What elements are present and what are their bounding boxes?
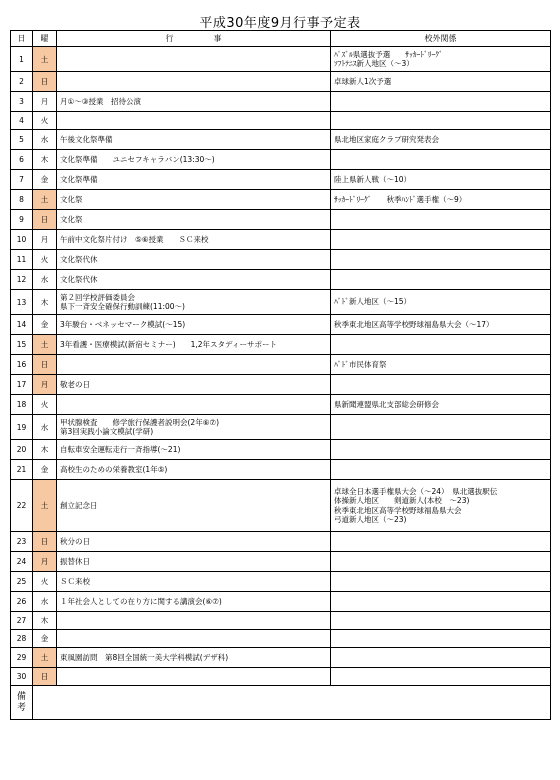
event-line: 秋分の日 [60, 536, 90, 546]
weekday: 土 [33, 480, 57, 532]
school-line: ﾊﾟｽﾞﾙ県選抜予選 ｻｯｶｰﾄﾞﾘｰｸﾞ [334, 49, 443, 59]
school-cell [331, 532, 551, 552]
schedule-row [11, 552, 551, 572]
day-number: 12 [11, 270, 33, 290]
day-number: 16 [11, 355, 33, 375]
day-number: 24 [11, 552, 33, 572]
events-cell [57, 648, 331, 668]
schedule-row [11, 250, 551, 270]
notes-cell [33, 686, 551, 720]
day-number: 13 [11, 290, 33, 315]
school-cell [331, 460, 551, 480]
day-number: 8 [11, 190, 33, 210]
school-cell [331, 315, 551, 335]
schedule-row [11, 150, 551, 170]
header-day: 日 [11, 31, 33, 47]
event-line: 文化祭代休 [60, 254, 98, 264]
events-cell [57, 668, 331, 686]
school-cell [331, 440, 551, 460]
events-cell [57, 130, 331, 150]
day-number: 27 [11, 612, 33, 630]
event-line: 午後文化祭準備 [60, 134, 113, 144]
events-cell [57, 92, 331, 112]
weekday: 木 [33, 440, 57, 460]
day-number: 4 [11, 112, 33, 130]
schedule-row [11, 572, 551, 592]
schedule-row [11, 532, 551, 552]
events-cell [57, 190, 331, 210]
event-line: 自転車安全運転走行一斉指導(～21) [60, 444, 181, 454]
event-line: 3年駿台・ベネッセマーク模試(～15) [60, 319, 186, 329]
events-cell [57, 72, 331, 92]
event-line: 午前中文化祭片付け ⑤⑥授業 ＳＣ来校 [60, 234, 209, 244]
weekday: 火 [33, 112, 57, 130]
day-number: 15 [11, 335, 33, 355]
weekday: 木 [33, 150, 57, 170]
schedule-row [11, 592, 551, 612]
schedule-row [11, 460, 551, 480]
weekday: 水 [33, 130, 57, 150]
schedule-row [11, 47, 551, 72]
schedule-row [11, 480, 551, 532]
school-line: ﾊﾞﾄﾞ新人地区（～15） [334, 297, 412, 307]
school-cell [331, 630, 551, 648]
events-cell [57, 270, 331, 290]
day-number: 21 [11, 460, 33, 480]
header-school: 校外関係 [331, 31, 551, 47]
schedule-row [11, 92, 551, 112]
day-number: 23 [11, 532, 33, 552]
school-cell [331, 47, 551, 72]
schedule-row [11, 230, 551, 250]
event-line: 東風園訪問 第8回全国統一美大学科模試(デザ科) [60, 652, 229, 662]
schedule-row [11, 668, 551, 686]
school-cell [331, 415, 551, 440]
school-cell [331, 335, 551, 355]
schedule-row [11, 170, 551, 190]
schedule-row [11, 415, 551, 440]
events-cell [57, 230, 331, 250]
page-title: 平成30年度9月行事予定表 [199, 16, 361, 31]
header-weekday: 曜 [33, 31, 57, 47]
events-cell [57, 552, 331, 572]
school-cell [331, 395, 551, 415]
weekday: 土 [33, 335, 57, 355]
school-cell [331, 250, 551, 270]
schedule-row [11, 355, 551, 375]
schedule-row [11, 270, 551, 290]
schedule-row [11, 630, 551, 648]
events-cell [57, 532, 331, 552]
event-line: 県下一斉安全確保行動訓練(11:00～) [60, 302, 185, 311]
notes-label-1: 備 [16, 691, 26, 702]
schedule-row [11, 130, 551, 150]
event-line: 文化祭準備 [60, 174, 98, 184]
header-row [11, 31, 551, 47]
weekday: 日 [33, 210, 57, 230]
event-line: 文化祭準備 ユニセフキャラバン(13:30～) [60, 154, 215, 164]
schedule-row [11, 375, 551, 395]
day-number: 14 [11, 315, 33, 335]
header-events: 行 事 [57, 31, 331, 47]
weekday: 月 [33, 375, 57, 395]
events-cell [57, 250, 331, 270]
events-cell [57, 112, 331, 130]
event-line: 文化祭 [60, 214, 83, 224]
schedule-rows [11, 47, 551, 686]
school-cell [331, 92, 551, 112]
weekday: 水 [33, 592, 57, 612]
weekday: 日 [33, 355, 57, 375]
day-number: 28 [11, 630, 33, 648]
event-line: 文化祭 [60, 194, 83, 204]
notes-label [11, 686, 33, 720]
weekday: 金 [33, 630, 57, 648]
events-cell [57, 612, 331, 630]
event-line: 甲状腺検査 修学旅行保護者説明会(2年⑥⑦) [60, 417, 220, 427]
weekday: 月 [33, 92, 57, 112]
school-cell [331, 170, 551, 190]
school-cell [331, 648, 551, 668]
school-cell [331, 112, 551, 130]
school-line: 卓球全日本選手権県大会（～24） 県北選抜駅伝 [334, 486, 498, 496]
event-line: ＳＣ来校 [60, 576, 90, 586]
school-line: 陸上県新人戦（～10） [334, 174, 412, 184]
school-cell [331, 572, 551, 592]
school-cell [331, 190, 551, 210]
weekday: 金 [33, 315, 57, 335]
events-cell [57, 170, 331, 190]
schedule-row [11, 315, 551, 335]
schedule-table [10, 30, 551, 720]
school-cell [331, 210, 551, 230]
school-line: 県北地区家庭クラブ研究発表会 [334, 134, 439, 144]
weekday: 水 [33, 270, 57, 290]
day-number: 18 [11, 395, 33, 415]
day-number: 30 [11, 668, 33, 686]
event-line: 第２回学校評価委員会 [60, 292, 135, 302]
day-number: 20 [11, 440, 33, 460]
events-cell [57, 415, 331, 440]
weekday: 土 [33, 47, 57, 72]
events-cell [57, 480, 331, 532]
weekday: 火 [33, 250, 57, 270]
school-cell [331, 668, 551, 686]
events-cell [57, 47, 331, 72]
day-number: 1 [11, 47, 33, 72]
day-number: 9 [11, 210, 33, 230]
schedule-row [11, 112, 551, 130]
event-line: 文化祭代休 [60, 274, 98, 284]
day-number: 17 [11, 375, 33, 395]
notes-label-2: 考 [16, 702, 26, 713]
school-line: ﾊﾞﾄﾞ市民体育祭 [334, 359, 387, 369]
day-number: 3 [11, 92, 33, 112]
events-cell [57, 375, 331, 395]
weekday: 金 [33, 170, 57, 190]
school-cell [331, 290, 551, 315]
school-cell [331, 552, 551, 572]
schedule-row [11, 648, 551, 668]
event-line: 3年看護・医療模試(新宿セミナー) 1,2年スタディーサポート [60, 339, 277, 349]
day-number: 7 [11, 170, 33, 190]
event-line: 創立記念日 [60, 500, 98, 510]
weekday: 月 [33, 552, 57, 572]
event-line: 第3回実践小論文模試(学研) [60, 427, 154, 436]
school-line: 弓道新人地区（～23) [334, 515, 407, 524]
weekday: 日 [33, 72, 57, 92]
day-number: 5 [11, 130, 33, 150]
schedule-row [11, 612, 551, 630]
schedule-row [11, 335, 551, 355]
schedule-row [11, 440, 551, 460]
event-line: 敬老の日 [60, 379, 90, 389]
weekday: 土 [33, 190, 57, 210]
notes-row [11, 686, 551, 720]
school-line: 県新聞連盟県北支部総会研修会 [334, 399, 439, 409]
day-number: 2 [11, 72, 33, 92]
day-number: 25 [11, 572, 33, 592]
day-number: 10 [11, 230, 33, 250]
weekday: 日 [33, 532, 57, 552]
day-number: 26 [11, 592, 33, 612]
school-line: ｿﾌﾄﾃﾆｽ新人地区（～3） [334, 59, 414, 68]
events-cell [57, 315, 331, 335]
events-cell [57, 440, 331, 460]
schedule-row [11, 190, 551, 210]
school-line: ｻｯｶｰﾄﾞﾘｰｸﾞ 秋季ﾊﾝﾄﾞ選手権（～9） [334, 194, 467, 204]
school-line: 秋季東北地区高等学校野球福島県大会 [334, 505, 462, 515]
school-cell [331, 592, 551, 612]
schedule-row [11, 210, 551, 230]
events-cell [57, 210, 331, 230]
events-cell [57, 290, 331, 315]
school-cell [331, 230, 551, 250]
events-cell [57, 395, 331, 415]
weekday: 火 [33, 395, 57, 415]
weekday: 木 [33, 612, 57, 630]
day-number: 11 [11, 250, 33, 270]
day-number: 6 [11, 150, 33, 170]
events-cell [57, 150, 331, 170]
event-line: １年社会人としての在り方に関する講演会(⑥⑦) [60, 596, 222, 606]
event-line: 月①～③授業 招待公演 [60, 96, 141, 106]
event-line: 振替休日 [60, 556, 90, 566]
school-cell [331, 375, 551, 395]
schedule-row [11, 72, 551, 92]
events-cell [57, 460, 331, 480]
events-cell [57, 592, 331, 612]
school-cell [331, 480, 551, 532]
school-cell [331, 612, 551, 630]
school-cell [331, 270, 551, 290]
weekday: 木 [33, 290, 57, 315]
events-cell [57, 572, 331, 592]
schedule-row [11, 395, 551, 415]
school-line: 卓球新人1次予選 [334, 76, 392, 86]
school-cell [331, 355, 551, 375]
day-number: 22 [11, 480, 33, 532]
weekday: 土 [33, 648, 57, 668]
school-line: 体操新人地区 剣道新人(本校 ～23) [334, 496, 470, 505]
weekday: 水 [33, 415, 57, 440]
event-line: 高校生のための栄養教室(1年⑤) [60, 464, 168, 474]
events-cell [57, 355, 331, 375]
day-number: 19 [11, 415, 33, 440]
weekday: 金 [33, 460, 57, 480]
weekday: 月 [33, 230, 57, 250]
events-cell [57, 335, 331, 355]
weekday: 火 [33, 572, 57, 592]
school-cell [331, 150, 551, 170]
events-cell [57, 630, 331, 648]
weekday: 日 [33, 668, 57, 686]
schedule-row [11, 290, 551, 315]
school-cell [331, 72, 551, 92]
school-cell [331, 130, 551, 150]
school-line: 秋季東北地区高等学校野球福島県大会（～17） [334, 319, 494, 329]
day-number: 29 [11, 648, 33, 668]
